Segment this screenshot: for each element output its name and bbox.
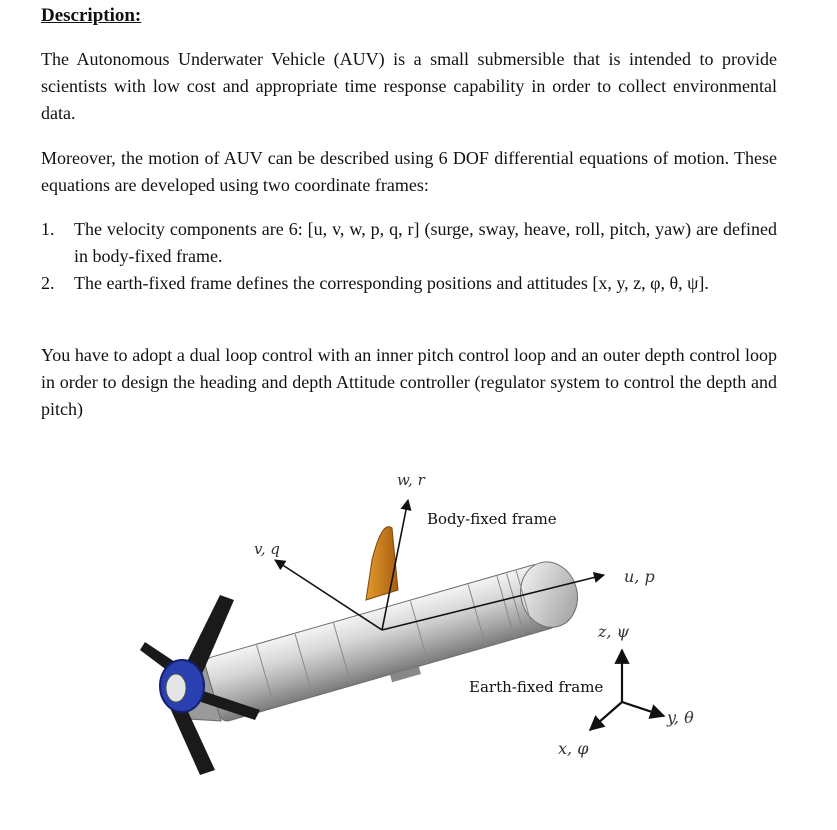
auv-vehicle: [140, 527, 587, 775]
auv-mast: [366, 527, 398, 600]
list-item-text: The velocity components are 6: [u, v, w, p, q, r] (surge, sway, heave, roll, pitch, yaw) are defined in body-fixed frame.: [74, 219, 777, 266]
list-item: [41, 216, 777, 270]
axis-label-u-p: u, p: [624, 567, 655, 586]
task-paragraph: You have to adopt a dual loop control with an inner pitch control loop and an outer depth control loop in order to design the heading and depth Attitude controller (regulator system to control the depth and pitch): [41, 345, 777, 419]
axis-arrow-x: [590, 702, 622, 730]
propeller-icon: [166, 674, 186, 702]
list-item-number: 1.: [41, 219, 55, 239]
axis-label-x-phi: x, φ: [558, 739, 589, 758]
auv-diagram: [0, 440, 837, 830]
earth-frame-label: Earth-fixed frame: [469, 678, 604, 696]
list-item-number: 2.: [41, 273, 55, 293]
intro-paragraph: The Autonomous Underwater Vehicle (AUV) is a small submersible that is intended to provide scientists with low cost and appropriate time response capability in order to collect environmental data.: [41, 49, 777, 123]
coordinate-frames-list: [41, 216, 777, 297]
list-item: [41, 270, 777, 297]
axis-label-z-psi: z, ψ: [598, 622, 630, 641]
axis-arrow-y: [622, 702, 664, 716]
body-frame-label: Body-fixed frame: [427, 510, 557, 528]
description-heading: Description:: [41, 5, 142, 26]
coordinate-frames-paragraph: Moreover, the motion of AUV can be described using 6 DOF differential equations of motion. These equations are developed using two coordinate frames:: [41, 148, 777, 195]
list-item-text: The earth-fixed frame defines the corresponding positions and attitudes [x, y, z, φ, θ, ψ].: [74, 273, 709, 293]
axis-label-w-r: w, r: [397, 471, 425, 489]
axis-label-v-q: v, q: [254, 540, 280, 558]
axis-label-y-theta: y, θ: [667, 708, 694, 727]
axis-arrow-v: [275, 560, 382, 630]
